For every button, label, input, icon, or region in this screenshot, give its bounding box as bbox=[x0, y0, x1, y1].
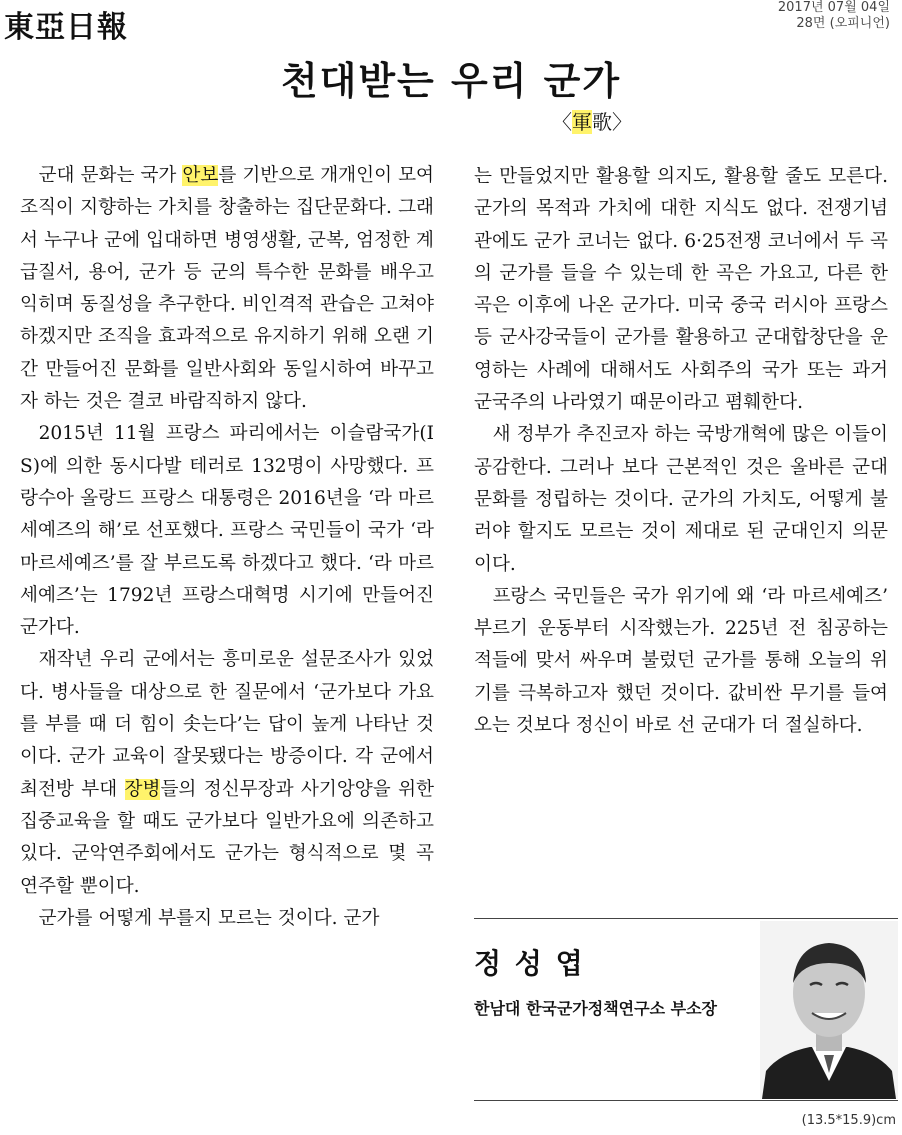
page-section: 28면 (오피니언) bbox=[796, 16, 890, 31]
subtitle-highlight: 軍 bbox=[572, 110, 592, 134]
article-subtitle bbox=[552, 106, 632, 135]
article-column-left bbox=[20, 160, 434, 935]
byline-divider-bottom bbox=[474, 1100, 898, 1101]
paragraph: 2015년 11월 프랑스 파리에서는 이슬람국가(IS)에 의한 동시다발 테러로 132명이 사망했다. 프랑수아 올랑드 프랑스 대통령은 2016년을 ‘라 마르세예즈의 해’로 선포했다. 프랑스 국민들이 국가 ‘라 마르세예즈’를 잘 부르도록 하겠다고 했다. ‘라 마르세예즈’는 1792년 프랑스대혁명 시기에 만들어진 군가다. bbox=[20, 423, 434, 639]
masthead-logo: 東亞日報 bbox=[4, 10, 128, 45]
paragraph: 프랑스 국민들은 국가 위기에 왜 ‘라 마르세예즈’ 부르기 운동부터 시작했는가. 225년 전 침공하는 적들에 맞서 싸우며 불렀던 군가를 통해 오늘의 위기를 극복하고자 했던 것이다. 값비싼 무기를 들여오는 것보다 정신이 바로 선 군대가 더 절실하다. bbox=[474, 585, 888, 737]
paragraph: 새 정부가 추진코자 하는 국방개혁에 많은 이들이 공감한다. 그러나 보다 근본적인 것은 올바른 군대 문화를 정립하는 것이다. 군가의 가치도, 어떻게 불러야 할지도 모르는 것이 제대로 된 군대인지 의문이다. bbox=[474, 424, 888, 575]
article-title: 천대받는 우리 군가 bbox=[280, 59, 622, 103]
author-name: 정 성 엽 bbox=[474, 947, 585, 980]
paragraph: 군가를 어떻게 부를지 모르는 것이다. 군가 bbox=[38, 907, 380, 929]
author-photo bbox=[760, 921, 898, 1099]
paragraph bbox=[20, 644, 434, 902]
dateline bbox=[778, 0, 890, 32]
paragraph-text: 군대 문화는 국가 bbox=[38, 165, 183, 186]
subtitle-open-bracket: 〈 bbox=[552, 110, 572, 134]
paragraph-text: 재작년 우리 군에서는 흥미로운 설문조사가 있었다. 병사들을 대상으로 한 질문에서 ‘군가보다 가요를 부를 때 더 힘이 솟는다’는 답이 높게 나타난 것이다. 군가 교육이 잘못됐다는 방증이다. 각 군에서 최전방 부대 bbox=[20, 649, 434, 800]
article-column-right bbox=[474, 161, 888, 742]
byline-divider-top bbox=[474, 918, 898, 919]
author-title: 한남대 한국군가정책연구소 부소장 bbox=[474, 999, 717, 1018]
subtitle-rest: 歌〉 bbox=[592, 110, 632, 134]
paragraph: 는 만들었지만 활용할 의지도, 활용할 줄도 모른다. 군가의 목적과 가치에 대한 지식도 없다. 전쟁기념관에도 군가 코너는 없다. 6·25전쟁 코너에서 두 곡의 군가를 들을 수 있는데 한 곡은 가요고, 다른 한 곡은 이후에 나온 군가다. 미국 중국 러시아 프랑스 등 군사강국들이 군가를 활용하고 군대합창단을 운영하는 사례에 대해서도 사회주의 국가 또는 과거 군국주의 나라였기 때문이라고 폄훼한다. bbox=[474, 166, 888, 414]
paragraph-text: 들의 정신무장과 사기앙양을 위한 집중교육을 할 때도 군가보다 일반가요에 의존하고 있다. 군악연주회에서도 군가는 형식적으로 몇 곡 연주할 뿐이다. bbox=[20, 778, 434, 897]
author-portrait-icon bbox=[760, 921, 898, 1099]
paragraph bbox=[20, 160, 434, 418]
clipping-dimensions: (13.5*15.9)cm bbox=[801, 1113, 896, 1128]
publish-date: 2017년 07월 04일 bbox=[777, 0, 890, 15]
highlighted-word: 장병 bbox=[124, 778, 161, 800]
paragraph-text: 를 기반으로 개개인이 모여 조직이 지향하는 가치를 창출하는 집단문화다. 그래서 누구나 군에 입대하면 병영생활, 군복, 엄정한 계급질서, 용어, 군가 등 군의 특수한 문화를 배우고 익히며 동질성을 추구한다. 비인격적 관습은 고쳐야 하겠지만 조직을 효과적으로 유지하기 위해 오랜 기간 만들어진 문화를 일반사회와 동일시하여 바꾸고자 하는 것은 결코 바람직하지 않다. bbox=[20, 165, 434, 413]
highlighted-word: 안보 bbox=[182, 165, 219, 186]
